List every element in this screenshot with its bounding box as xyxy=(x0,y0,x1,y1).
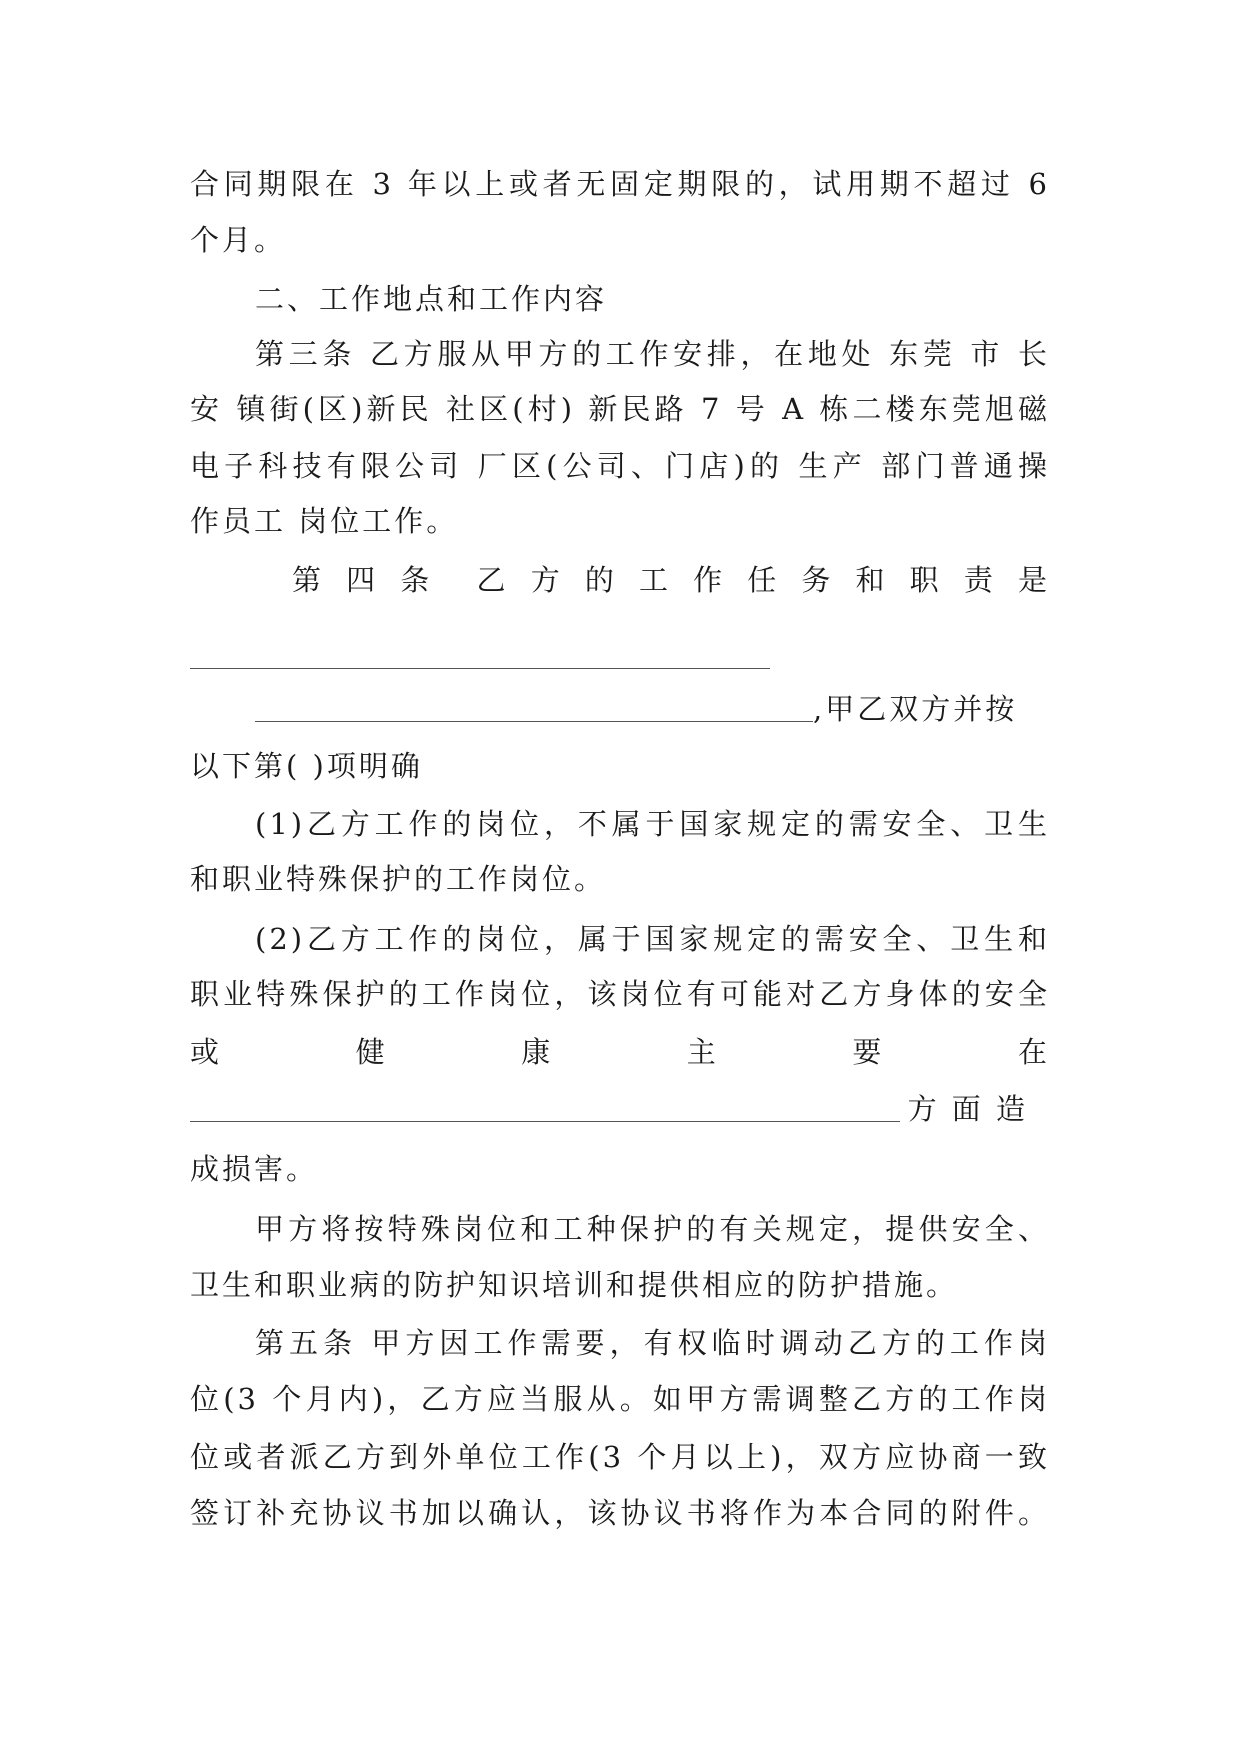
article-3-line-4: 作员工 岗位工作。 xyxy=(190,504,459,538)
article-3-line-1: 第三条 乙方服从甲方的工作安排，在地处 东莞 市 长 xyxy=(255,337,1050,371)
option-2-line-5: 成损害。 xyxy=(190,1152,319,1186)
article-4-char: 任 xyxy=(747,563,780,597)
option-2-line-3 xyxy=(190,1023,1050,1081)
option-2-char: 或 xyxy=(190,1035,223,1069)
article-4-char: 第 xyxy=(292,563,325,597)
article-4-char: 工 xyxy=(638,563,671,597)
option-2-line-1: (2)乙方工作的岗位，属于国家规定的需安全、卫生和 xyxy=(255,922,1050,956)
employer-duty-line-2: 卫生和职业病的防护知识培训和提供相应的防护措施。 xyxy=(190,1268,959,1302)
option-2-line-2: 职业特殊保护的工作岗位，该岗位有可能对乙方身体的安全 xyxy=(190,977,1050,1011)
blank-underline-duties-2 xyxy=(255,721,813,722)
option-2-char: 健 xyxy=(355,1035,388,1069)
article-5-line-3: 位或者派乙方到外单位工作(3 个月以上)，双方应协商一致 xyxy=(190,1440,1050,1474)
article-4-char: 责 xyxy=(963,563,996,597)
option-2-char: 主 xyxy=(686,1035,719,1069)
option-1-line-2: 和职业特殊保护的工作岗位。 xyxy=(190,862,607,896)
option-2-line-4 xyxy=(190,1080,1050,1138)
article-4-char: 是 xyxy=(1017,563,1050,597)
article-4-char: 的 xyxy=(584,563,617,597)
option-2-suffix: 方 面 造 xyxy=(907,1092,1028,1126)
blank-underline-hazard xyxy=(190,1121,900,1122)
article-4-heading xyxy=(292,551,1050,609)
paragraph-line-2: 个月。 xyxy=(190,223,287,257)
article-4-char: 和 xyxy=(855,563,888,597)
article-4-char: 条 xyxy=(400,563,433,597)
article-4-char: 职 xyxy=(909,563,942,597)
article-5-line-2: 位(3 个月内)，乙方应当服从。如甲方需调整乙方的工作岗 xyxy=(190,1382,1050,1416)
blank-underline-duties xyxy=(190,668,770,669)
option-2-char: 康 xyxy=(521,1035,554,1069)
article-4-char: 方 xyxy=(530,563,563,597)
option-1-line-1: (1)乙方工作的岗位，不属于国家规定的需安全、卫生 xyxy=(255,807,1050,841)
article-4-char: 作 xyxy=(693,563,726,597)
article-5-line-1: 第五条 甲方因工作需要，有权临时调动乙方的工作岗 xyxy=(255,1326,1050,1360)
paragraph-line-1: 合同期限在 3 年以上或者无固定期限的，试用期不超过 6 xyxy=(190,167,1050,201)
article-4-char: 乙 xyxy=(476,563,509,597)
article-3-line-2: 安 镇街(区)新民 社区(村) 新民路 7 号 A 栋二楼东莞旭磁 xyxy=(190,392,1050,426)
section-heading: 二、工作地点和工作内容 xyxy=(255,282,608,316)
article-4-suffix: ,甲乙双方并按 xyxy=(813,692,1018,726)
option-2-char: 在 xyxy=(1017,1035,1050,1069)
article-5-line-4: 签订补充协议书加以确认，该协议书将作为本合同的附件。 xyxy=(190,1496,1050,1530)
article-4-char: 务 xyxy=(801,563,834,597)
article-4-line-3: 以下第( )项明确 xyxy=(190,749,423,783)
article-4-char: 四 xyxy=(346,563,379,597)
option-2-char: 要 xyxy=(852,1035,885,1069)
article-4-line-2 xyxy=(255,680,1050,738)
employer-duty-line-1: 甲方将按特殊岗位和工种保护的有关规定，提供安全、 xyxy=(255,1212,1050,1246)
article-3-line-3: 电子科技有限公司 厂区(公司、门店)的 生产 部门普通操 xyxy=(190,449,1050,483)
